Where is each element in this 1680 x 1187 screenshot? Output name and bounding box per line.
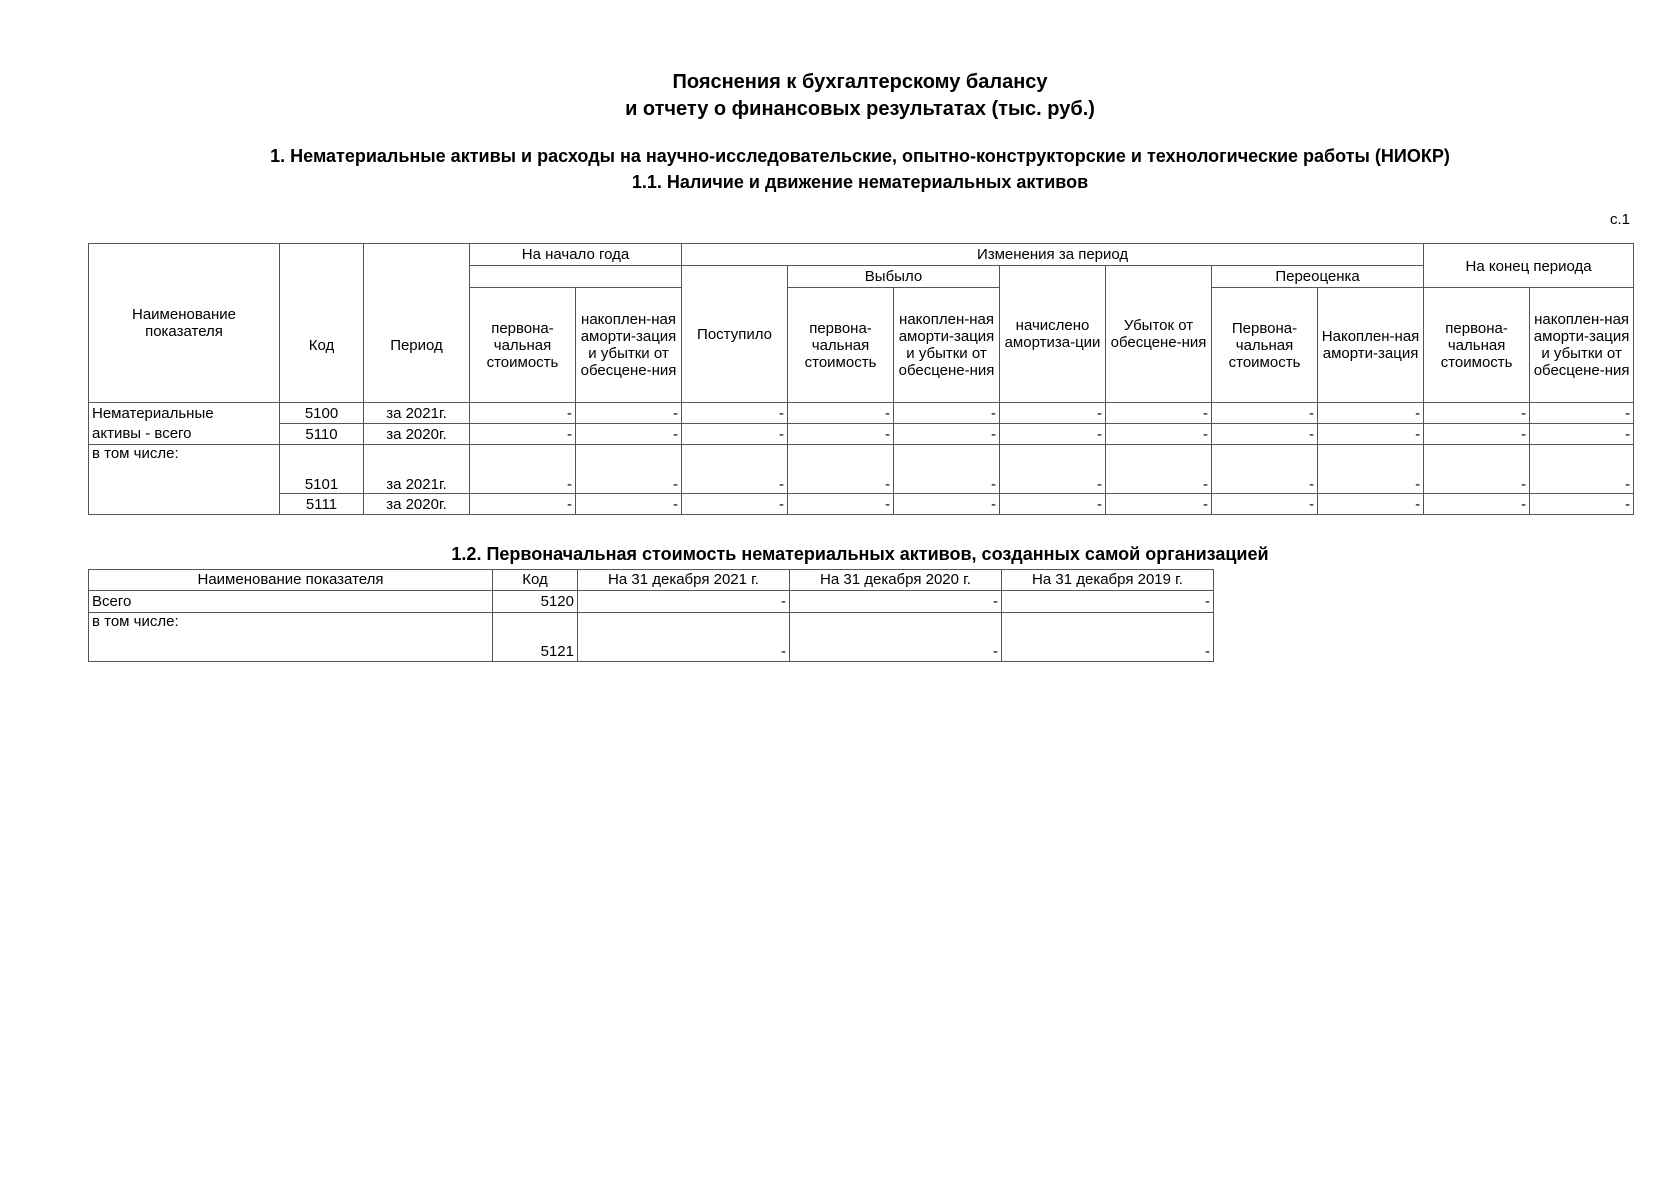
header-start-accumulated-amortization: накоплен-ная аморти-зация и убытки от обесцене-ния bbox=[576, 288, 682, 403]
row-code: 5100 bbox=[280, 403, 364, 424]
value-cell: - bbox=[1530, 424, 1634, 445]
value-cell: - bbox=[790, 591, 1002, 613]
value-cell: - bbox=[1106, 494, 1212, 515]
value-cell: - bbox=[894, 494, 1000, 515]
header-revaluation: Переоценка bbox=[1212, 266, 1424, 288]
value-cell: - bbox=[1424, 494, 1530, 515]
row-code: 5110 bbox=[280, 424, 364, 445]
table-row bbox=[89, 403, 1634, 424]
value-cell: - bbox=[1212, 445, 1318, 494]
header-dec-2019: На 31 декабря 2019 г. bbox=[1002, 570, 1214, 591]
value-cell: - bbox=[1106, 403, 1212, 424]
document-title bbox=[0, 69, 1680, 123]
value-cell: - bbox=[1530, 403, 1634, 424]
value-cell: - bbox=[682, 403, 788, 424]
header-name: Наименование показателя bbox=[89, 244, 280, 403]
value-cell: - bbox=[894, 424, 1000, 445]
row-code: 5120 bbox=[493, 591, 578, 613]
value-cell: - bbox=[578, 613, 790, 662]
intangible-assets-table bbox=[88, 243, 1634, 515]
self-created-assets-table bbox=[88, 569, 1214, 662]
header-dec-2021: На 31 декабря 2021 г. bbox=[578, 570, 790, 591]
value-cell: - bbox=[1424, 445, 1530, 494]
value-cell: - bbox=[1318, 403, 1424, 424]
row-code: 5121 bbox=[493, 613, 578, 662]
row-period: за 2021г. bbox=[364, 403, 470, 424]
header-code: Код bbox=[493, 570, 578, 591]
header-revaluation-original-cost: Первона-чальная стоимость bbox=[1212, 288, 1318, 403]
page-label: с.1 bbox=[1610, 211, 1631, 228]
header-period: Период bbox=[364, 244, 470, 403]
header-name: Наименование показателя bbox=[89, 570, 493, 591]
table-row bbox=[89, 613, 1214, 662]
row-code: 5111 bbox=[280, 494, 364, 515]
header-end-original-cost: первона-чальная стоимость bbox=[1424, 288, 1530, 403]
header-retired-accumulated-amortization: накоплен-ная аморти-зация и убытки от обесцене-ния bbox=[894, 288, 1000, 403]
value-cell: - bbox=[682, 494, 788, 515]
header-revaluation-accumulated-amortization: Накоплен-ная аморти-зация bbox=[1318, 288, 1424, 403]
value-cell: - bbox=[1530, 494, 1634, 515]
row-period: за 2021г. bbox=[364, 445, 470, 494]
header-amortization-charged: начислено амортиза-ции bbox=[1000, 266, 1106, 403]
value-cell: - bbox=[894, 403, 1000, 424]
header-end-of-period: На конец периода bbox=[1424, 244, 1634, 288]
row-period: за 2020г. bbox=[364, 494, 470, 515]
title-line-1: Пояснения к бухгалтерскому балансу bbox=[672, 71, 1048, 93]
header-code: Код bbox=[280, 244, 364, 403]
header-changes: Изменения за период bbox=[682, 244, 1424, 266]
value-cell: - bbox=[1318, 494, 1424, 515]
value-cell: - bbox=[788, 494, 894, 515]
row-period: за 2020г. bbox=[364, 424, 470, 445]
table-row bbox=[89, 445, 1634, 494]
header-retired-original-cost: первона-чальная стоимость bbox=[788, 288, 894, 403]
value-cell: - bbox=[1106, 424, 1212, 445]
value-cell: - bbox=[1212, 424, 1318, 445]
table-row bbox=[89, 591, 1214, 613]
value-cell: - bbox=[790, 613, 1002, 662]
header-start-original-cost: первона-чальная стоимость bbox=[470, 288, 576, 403]
value-cell: - bbox=[1000, 403, 1106, 424]
value-cell: - bbox=[1002, 613, 1214, 662]
table-row bbox=[89, 424, 1634, 445]
header-received: Поступило bbox=[682, 266, 788, 403]
row-name: в том числе: bbox=[89, 613, 493, 662]
value-cell: - bbox=[470, 445, 576, 494]
header-end-accumulated-amortization: накоплен-ная аморти-зация и убытки от обесцене-ния bbox=[1530, 288, 1634, 403]
value-cell: - bbox=[576, 494, 682, 515]
header-retired: Выбыло bbox=[788, 266, 1000, 288]
row-name: активы - всего bbox=[89, 424, 280, 445]
value-cell: - bbox=[1106, 445, 1212, 494]
value-cell: - bbox=[576, 424, 682, 445]
row-name: Нематериальные bbox=[89, 403, 280, 424]
header-impairment-loss: Убыток от обесцене-ния bbox=[1106, 266, 1212, 403]
value-cell: - bbox=[1002, 591, 1214, 613]
header-start-of-year: На начало года bbox=[470, 244, 682, 266]
value-cell: - bbox=[578, 591, 790, 613]
value-cell: - bbox=[1000, 424, 1106, 445]
row-name: в том числе: bbox=[89, 445, 280, 515]
row-code: 5101 bbox=[280, 445, 364, 494]
value-cell: - bbox=[470, 494, 576, 515]
header-start-spacer bbox=[470, 266, 682, 288]
value-cell: - bbox=[1318, 445, 1424, 494]
value-cell: - bbox=[894, 445, 1000, 494]
value-cell: - bbox=[576, 403, 682, 424]
value-cell: - bbox=[682, 445, 788, 494]
table-row bbox=[89, 494, 1634, 515]
value-cell: - bbox=[1000, 494, 1106, 515]
value-cell: - bbox=[788, 403, 894, 424]
value-cell: - bbox=[788, 445, 894, 494]
value-cell: - bbox=[1212, 494, 1318, 515]
value-cell: - bbox=[788, 424, 894, 445]
value-cell: - bbox=[470, 403, 576, 424]
value-cell: - bbox=[1530, 445, 1634, 494]
value-cell: - bbox=[1424, 424, 1530, 445]
row-name: Всего bbox=[89, 591, 493, 613]
section-1-1-title: 1.1. Наличие и движение нематериальных активов bbox=[631, 172, 1089, 192]
value-cell: - bbox=[576, 445, 682, 494]
value-cell: - bbox=[1424, 403, 1530, 424]
value-cell: - bbox=[1000, 445, 1106, 494]
value-cell: - bbox=[1318, 424, 1424, 445]
section-1-title: 1. Нематериальные активы и расходы на научно-исследовательские, опытно-конструкторские и технологические работы (НИОКР) bbox=[270, 146, 1450, 166]
value-cell: - bbox=[682, 424, 788, 445]
header-dec-2020: На 31 декабря 2020 г. bbox=[790, 570, 1002, 591]
title-line-2: и отчету о финансовых результатах (тыс. руб.) bbox=[625, 98, 1095, 120]
value-cell: - bbox=[470, 424, 576, 445]
section-1-2-title: 1.2. Первоначальная стоимость нематериальных активов, созданных самой организацией bbox=[451, 544, 1269, 564]
value-cell: - bbox=[1212, 403, 1318, 424]
